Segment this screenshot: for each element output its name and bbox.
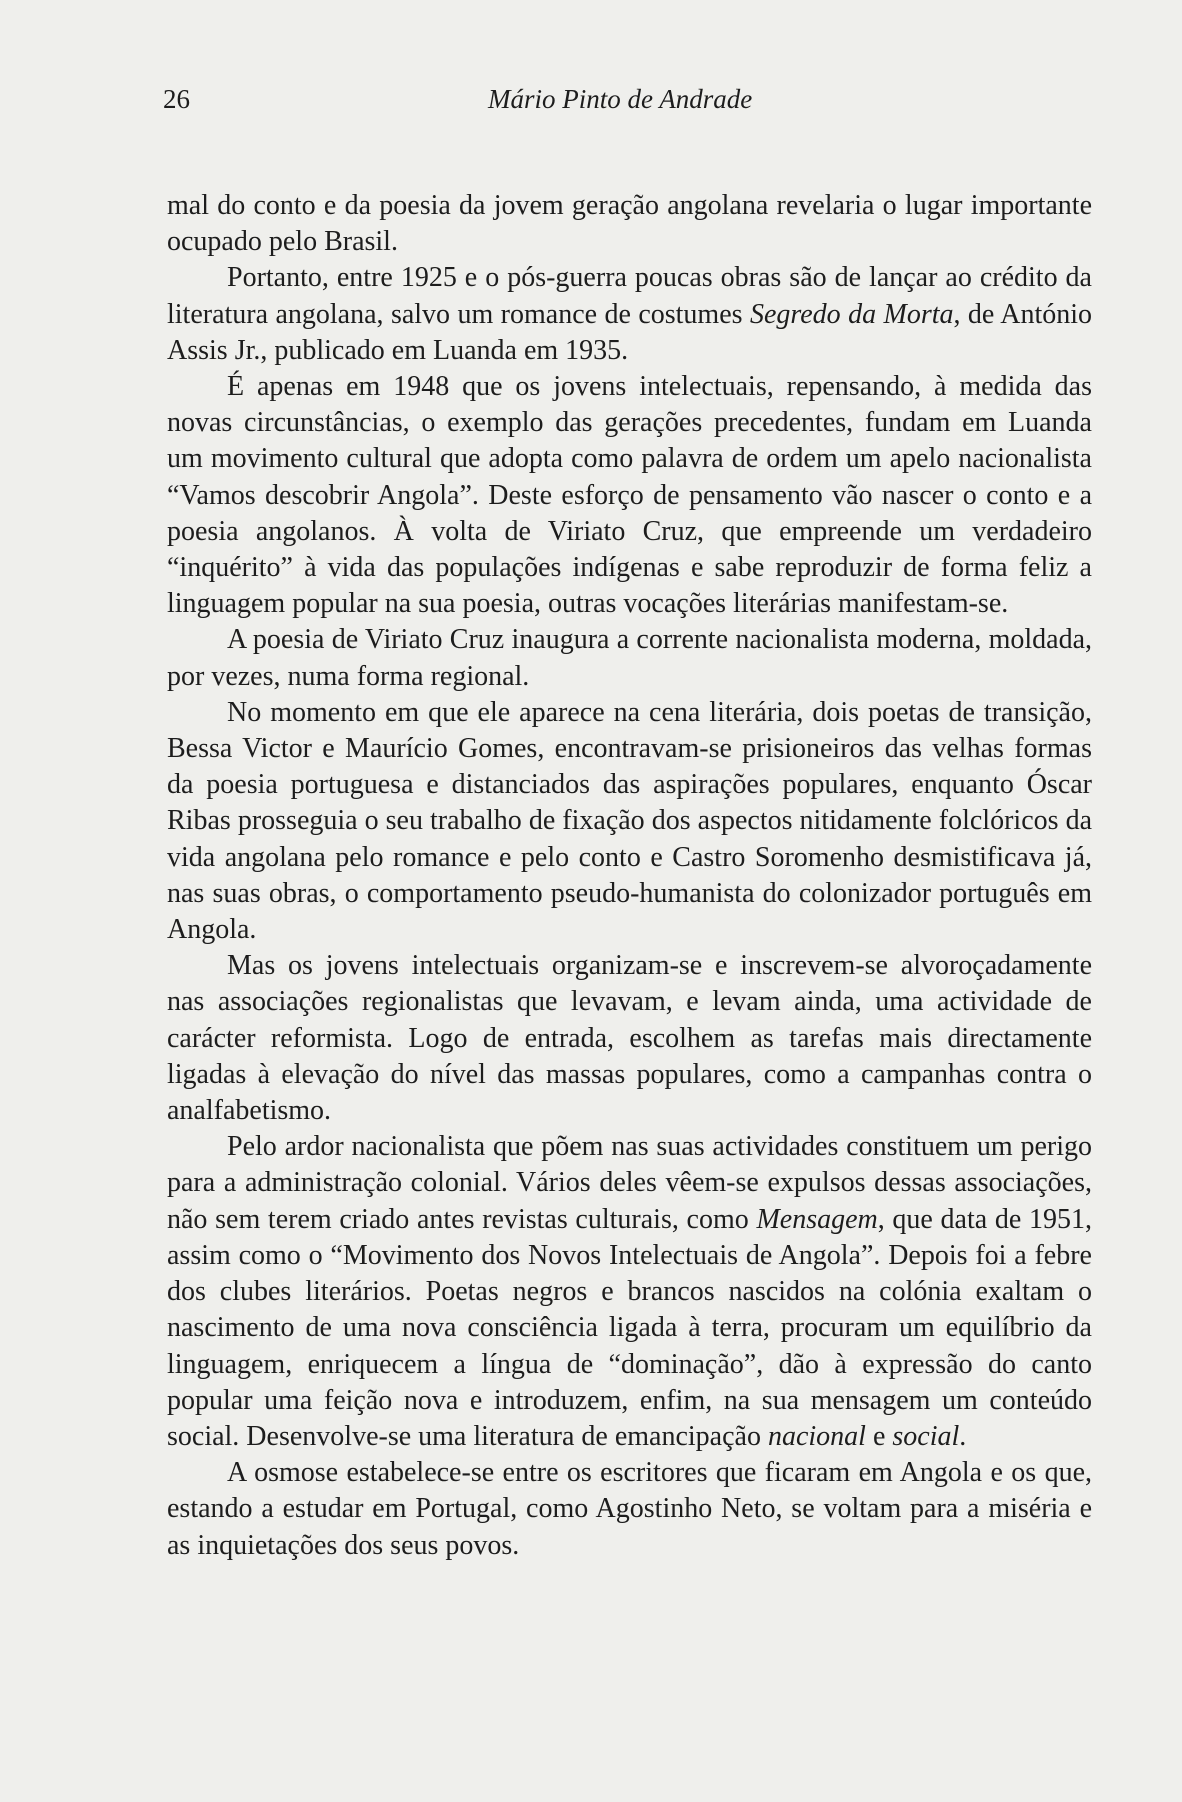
paragraph: [167, 1455, 1092, 1564]
paragraph-text: Portanto, entre 1925 e o pós-guerra poucas obras são de lançar ao crédito da literatura angolana, salvo um romance de costumes: [167, 262, 1092, 330]
paragraph-text: A poesia de Viriato Cruz inaugura a corrente nacionalista moderna, moldada, por vezes, numa forma regional.: [167, 624, 1092, 692]
paragraph: [167, 369, 1092, 622]
italic-text: social: [892, 1420, 960, 1452]
paragraph-text: , que data de 1951, assim como o “Movimento dos Novos Intelectuais de Angola”. Depois foi a febre dos clubes literários. Poetas negros e brancos nascidos na colónia exaltam o nascimento de uma nova consciência ligada à terra, procuram um equilíbrio da linguagem, enriquecem a língua de “dominação”, dão à expressão do canto popular uma feição nova e introduzem, enfim, na sua mensagem um conteúdo social. Desenvolve-se uma literatura de emancipação: [167, 1203, 1092, 1452]
body-text: [167, 188, 1092, 1564]
paragraph-text: e: [865, 1420, 893, 1452]
paragraph-text: É apenas em 1948 que os jovens intelectuais, repensando, à medida das novas circunstâncias, o exemplo das gerações precedentes, fundam em Luanda um movimento cultural que adopta como palavra de ordem um apelo nacionalista “Vamos descobrir Angola”. Deste esforço de pensamento vão nascer o conto e a poesia angolanos. À volta de Viriato Cruz, que empreende um verdadeiro “inquérito” à vida das populações indígenas e sabe reproduzir de forma feliz a linguagem popular na sua poesia, outras vocações literárias manifestam-se.: [167, 371, 1092, 620]
paragraph: [167, 695, 1092, 948]
paragraph-text: No momento em que ele aparece na cena literária, dois poetas de transição, Bessa Victor e Maurício Gomes, encontravam-se prisioneiros das velhas formas da poesia portuguesa e distanciados das aspirações populares, enquanto Óscar Ribas prosseguia o seu trabalho de fixação dos aspectos nitidamente folclóricos da vida angolana pelo romance e pelo conto e Castro Soromenho desmistificava já, nas suas obras, o comportamento pseudo-humanista do colonizador português em Angola.: [167, 696, 1092, 946]
paragraph-text: , de António Assis Jr., publicado em Luanda em 1935.: [167, 298, 1093, 366]
paragraph: [167, 948, 1092, 1129]
italic-text: Segredo da Morta: [749, 298, 954, 330]
running-head: [0, 84, 1182, 124]
paragraph-text: Pelo ardor nacionalista que põem nas suas actividades constituem um perigo para a administração colonial. Vários deles vêem-se expulsos dessas associações, não sem terem criado antes revistas culturais, como: [167, 1131, 1092, 1235]
paragraph-text: Mas os jovens intelectuais organizam-se e inscrevem-se alvoroçadamente nas associações regionalistas que levavam, e levam ainda, uma actividade de carácter reformista. Logo de entrada, escolhem as tarefas mais directamente ligadas à elevação do nível das massas populares, como a campanhas contra o analfabetismo.: [167, 950, 1092, 1127]
page-number: 26: [163, 84, 190, 114]
paragraph: [167, 1129, 1092, 1455]
italic-text: Mensagem: [756, 1203, 878, 1235]
running-title: Mário Pinto de Andrade: [488, 84, 753, 114]
paragraph: [167, 260, 1092, 369]
paragraph: [167, 188, 1092, 260]
italic-text: nacional: [767, 1420, 866, 1452]
paragraph-text: .: [959, 1420, 967, 1452]
paragraph: [167, 622, 1092, 694]
paragraph-text: mal do conto e da poesia da jovem geração angolana revelaria o lugar importante ocupado pelo Brasil.: [167, 190, 1092, 258]
paragraph-text: A osmose estabelece-se entre os escritores que ficaram em Angola e os que, estando a estudar em Portugal, como Agostinho Neto, se voltam para a miséria e as inquietações dos seus povos.: [167, 1457, 1092, 1561]
